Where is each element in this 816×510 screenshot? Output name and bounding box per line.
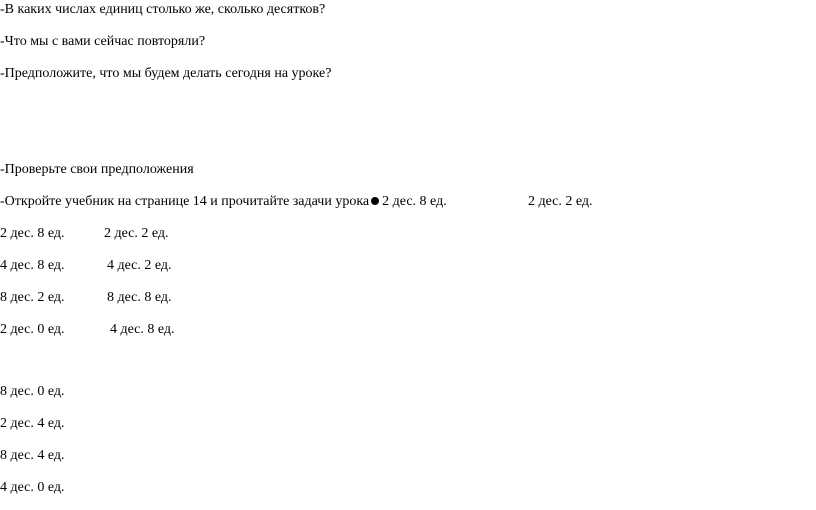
pair-right: 8 дес. 8 ед. <box>107 290 172 305</box>
textbook-prompt-line <box>0 194 447 210</box>
pair-left: 8 дес. 2 ед. <box>0 290 65 305</box>
question-line: -Что мы с вами сейчас повторяли? <box>0 34 206 49</box>
question-line: -Предположите, что мы будем делать сегодня на уроке? <box>0 66 332 81</box>
single-value: 2 дес. 4 ед. <box>0 416 65 431</box>
first-row-value-b: 2 дес. 2 ед. <box>528 194 593 209</box>
first-row-value-a: 2 дес. 8 ед. <box>382 194 447 209</box>
single-value: 4 дес. 0 ед. <box>0 480 65 495</box>
pair-right: 2 дес. 2 ед. <box>104 226 169 241</box>
question-line: -В каких числах единиц столько же, сколько десятков? <box>0 2 326 17</box>
pair-left: 2 дес. 8 ед. <box>0 226 65 241</box>
single-value: 8 дес. 0 ед. <box>0 384 65 399</box>
bullet-icon <box>371 197 379 205</box>
pair-right: 4 дес. 8 ед. <box>110 322 175 337</box>
single-value: 8 дес. 4 ед. <box>0 448 65 463</box>
check-prompt: -Проверьте свои предположения <box>0 162 194 177</box>
pair-right: 4 дес. 2 ед. <box>107 258 172 273</box>
pair-left: 4 дес. 8 ед. <box>0 258 65 273</box>
pair-left: 2 дес. 0 ед. <box>0 322 65 337</box>
textbook-prompt: -Откройте учебник на странице 14 и прочитайте задачи урока <box>0 194 370 209</box>
